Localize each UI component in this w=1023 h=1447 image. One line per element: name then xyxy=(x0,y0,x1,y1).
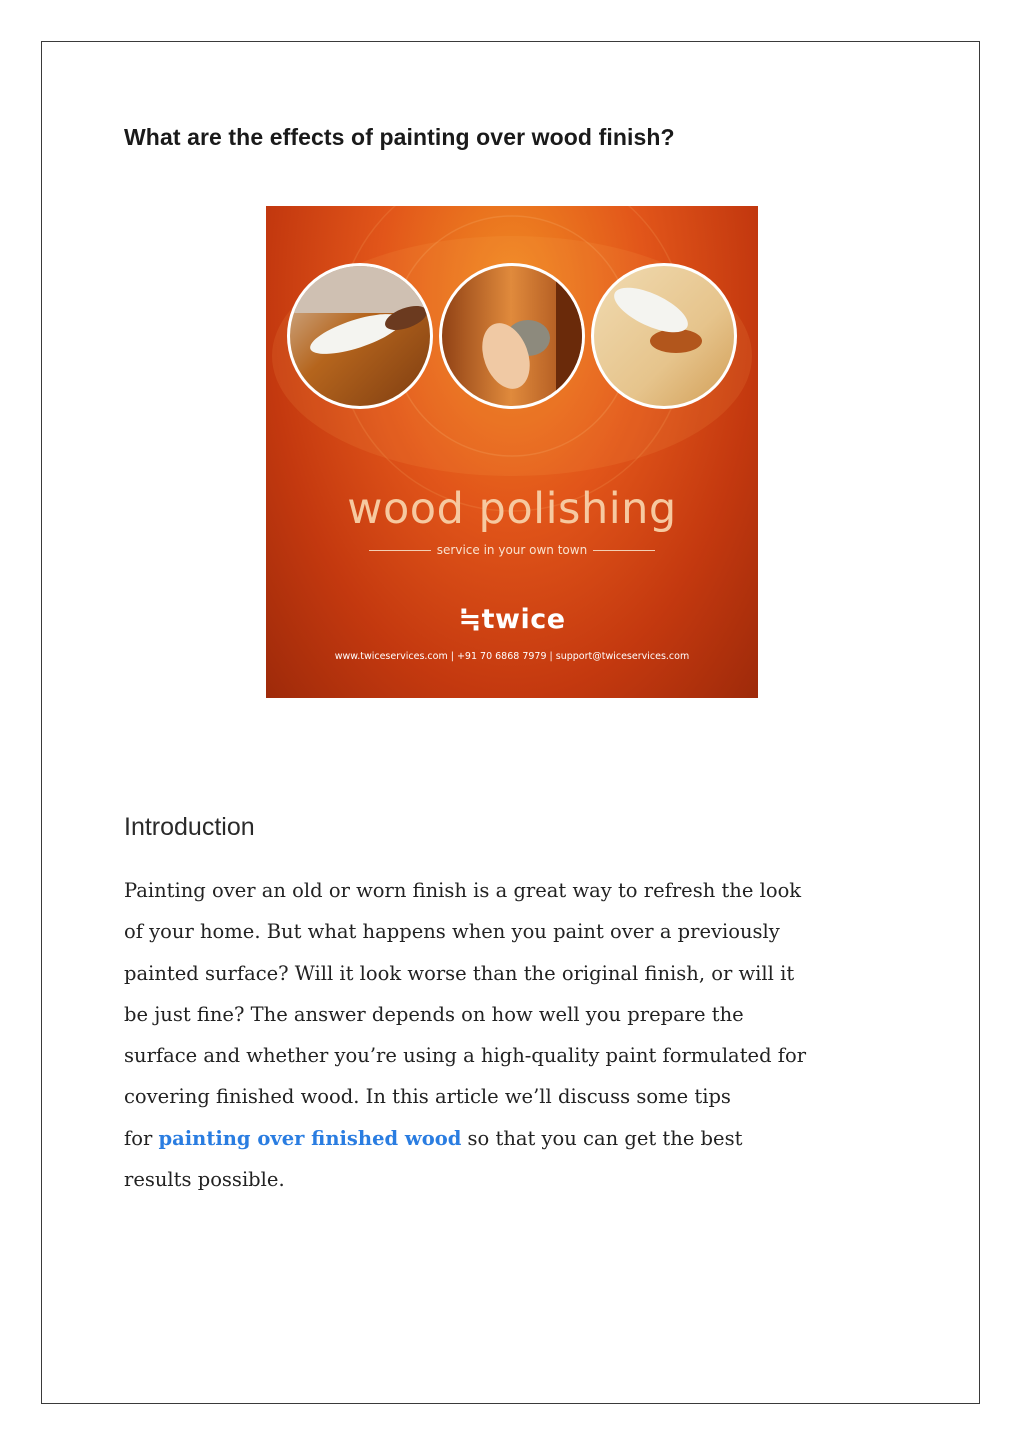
banner-brand-logo: ≒twice xyxy=(458,604,566,635)
page-title: What are the effects of painting over wood finish? xyxy=(124,124,675,150)
paragraph-line: Painting over an old or worn finish is a great way to refresh the look xyxy=(124,879,802,902)
banner-contact-line: www.twiceservices.com | +91 70 6868 7979 | support@twiceservices.com xyxy=(334,651,690,662)
banner-tagline xyxy=(266,543,758,557)
tagline-rule-right xyxy=(593,550,655,551)
section-heading-introduction: Introduction xyxy=(124,813,255,841)
wood-polishing-banner-image xyxy=(266,206,758,698)
intro-paragraph xyxy=(124,870,924,1200)
painting-over-finished-wood-link[interactable]: painting over finished wood xyxy=(158,1126,462,1150)
tagline-rule-left xyxy=(369,550,431,551)
paragraph-line: covering finished wood. In this article we’ll discuss some tips xyxy=(124,1085,731,1109)
paragraph-line: results possible. xyxy=(124,1168,285,1192)
banner-headline: wood polishing xyxy=(347,484,677,534)
paragraph-line: surface and whether you’re using a high-quality paint formulated for xyxy=(124,1044,807,1068)
paragraph-line: be just fine? The answer depends on how well you prepare the xyxy=(124,1002,744,1026)
paragraph-line-with-link xyxy=(124,1118,924,1159)
paragraph-line: painted surface? Will it look worse than the original finish, or will it xyxy=(124,961,795,985)
paragraph-line: of your home. But what happens when you paint over a previously xyxy=(124,920,780,944)
line-suffix: so that you can get the best xyxy=(461,1126,743,1150)
banner-tagline-text: service in your own town xyxy=(436,543,588,557)
line-prefix: for xyxy=(124,1126,159,1150)
